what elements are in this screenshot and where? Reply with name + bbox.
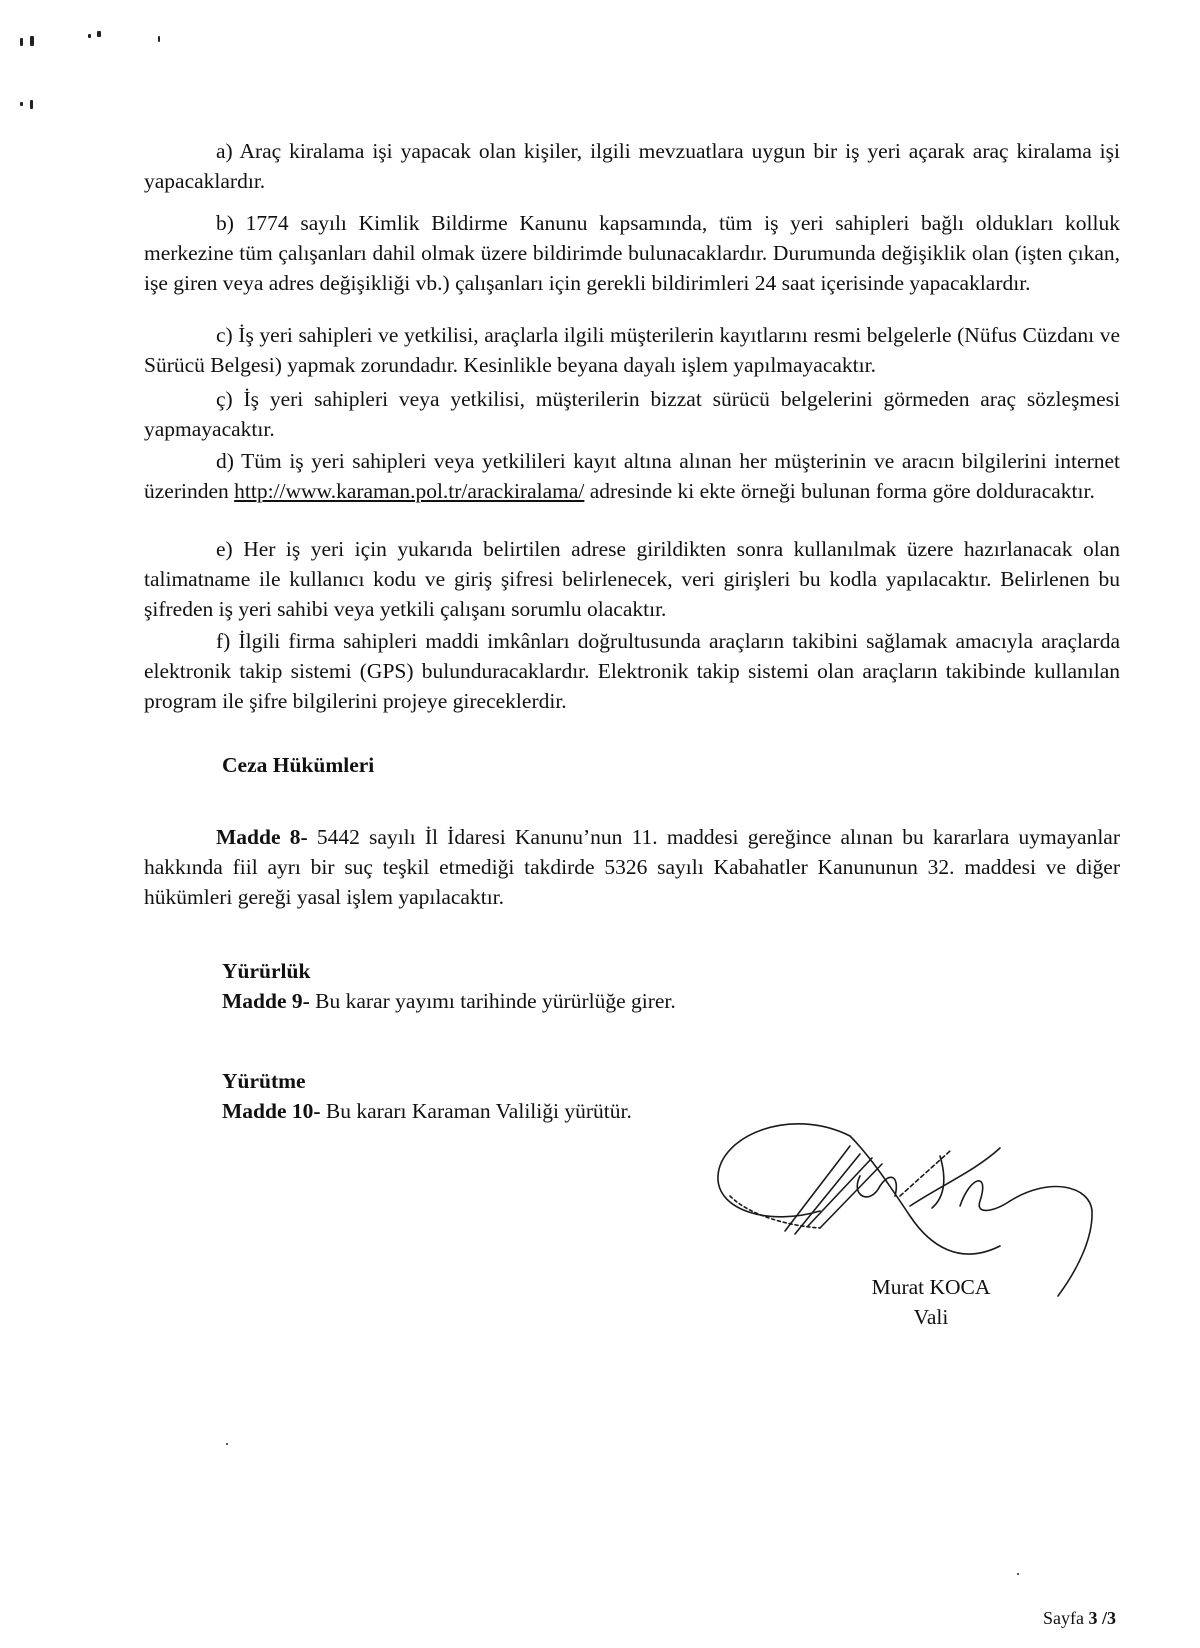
scan-speck <box>97 31 101 37</box>
yurutme-heading: Yürütme <box>222 1069 306 1093</box>
page-label: Sayfa <box>1043 1608 1084 1628</box>
yururluk-heading: Yürürlük <box>222 959 311 983</box>
madde-10-text: Bu kararı Karaman Valiliği yürütür. <box>320 1099 632 1123</box>
paragraph-c <box>144 320 1120 380</box>
page-number: 3 <box>1088 1608 1098 1628</box>
page-footer <box>1043 1608 1116 1629</box>
signer-block <box>856 1272 1006 1332</box>
scan-speck <box>88 34 91 38</box>
paragraph-b <box>144 208 1120 298</box>
scan-speck <box>30 36 34 46</box>
madde-10-line <box>222 1096 632 1126</box>
madde-10-label: Madde 10- <box>222 1099 321 1123</box>
paragraph-a <box>144 136 1120 196</box>
madde-8-label: Madde 8- <box>216 825 308 849</box>
paragraph-e-text: e) Her iş yeri için yukarıda belirtilen adrese girildikten sonra kullanılmak üzere hazırlanacak olan talimatname ile kullanıcı kodu ve giriş şifresi belirlenecek, veri girişleri bu kodla yapılacaktır. Belirlenen bu şifreden iş yeri sahibi veya yetkili çalışanı sorumlu olacaktır. <box>144 537 1120 621</box>
paragraph-b-text: b) 1774 sayılı Kimlik Bildirme Kanunu kapsamında, tüm iş yeri sahipleri bağlı oldukları kolluk merkezine tüm çalışanları dahil olmak üzere bildirimde bulunacaklardır. Durumunda değişiklik olan (işten çıkan, işe giren veya adres değişikliği vb.) çalışanları için gerekli bildirimleri 24 saat içerisinde yapacaklardır. <box>144 211 1120 295</box>
paragraph-cc <box>144 384 1120 444</box>
page-total: /3 <box>1101 1608 1116 1628</box>
karaman-link[interactable]: http://www.karaman.pol.tr/arackiralama/ <box>234 479 585 503</box>
scan-speck <box>1017 1573 1019 1575</box>
scan-speck <box>20 102 23 106</box>
paragraph-a-text: a) Araç kiralama işi yapacak olan kişiler, ilgili mevzuatlara uygun bir iş yeri açarak araç kiralama işi yapacaklardır. <box>144 139 1120 193</box>
madde-8-text: 5442 sayılı İl İdaresi Kanunu’nun 11. maddesi gereğince alınan bu kararlara uymayanlar hakkında fiil ayrı bir suç teşkil etmediği takdirde 5326 sayılı Kabahatler Kanununun 32. maddesi ve diğer hükümleri gereği yasal işlem yapılacaktır. <box>144 825 1120 909</box>
scan-speck <box>30 100 33 109</box>
madde-8-paragraph <box>144 822 1120 912</box>
scan-speck <box>20 38 23 46</box>
scan-speck <box>158 36 160 42</box>
scan-speck <box>226 1443 228 1445</box>
ceza-heading: Ceza Hükümleri <box>222 753 375 777</box>
signer-title: Vali <box>913 1305 949 1329</box>
madde-9-label: Madde 9- <box>222 989 310 1013</box>
paragraph-d-text: d) Tüm iş yeri sahipleri veya yetkilileri kayıt altına alınan her müşterinin ve aracın bilgilerini internet üzerinden <box>144 449 1120 503</box>
madde-9-line <box>222 986 676 1016</box>
paragraph-f <box>144 626 1120 716</box>
paragraph-d <box>144 446 1120 506</box>
madde-9-text: Bu karar yayımı tarihinde yürürlüğe girer. <box>309 989 676 1013</box>
paragraph-cc-text: ç) İş yeri sahipleri veya yetkilisi, müşterilerin bizzat sürücü belgelerini görmeden araç sözleşmesi yapmayacaktır. <box>144 387 1120 441</box>
signer-name: Murat KOCA <box>871 1275 991 1299</box>
paragraph-d-tail: adresinde ki ekte örneği bulunan forma göre dolduracaktır. <box>584 479 1095 503</box>
paragraph-f-text: f) İlgili firma sahipleri maddi imkânları doğrultusunda araçların takibini sağlamak amacıyla araçlarda elektronik takip sistemi (GPS) bulunduracaklardır. Elektronik takip sistemi olan araçların takibinde kullanılan program ile şifre bilgilerini projeye gireceklerdir. <box>144 629 1120 713</box>
paragraph-c-text: c) İş yeri sahipleri ve yetkilisi, araçlarla ilgili müşterilerin kayıtlarını resmi belgelerle (Nüfus Cüzdanı ve Sürücü Belgesi) yapmak zorundadır. Kesinlikle beyana dayalı işlem yapılmayacaktır. <box>144 323 1120 377</box>
paragraph-e <box>144 534 1120 624</box>
